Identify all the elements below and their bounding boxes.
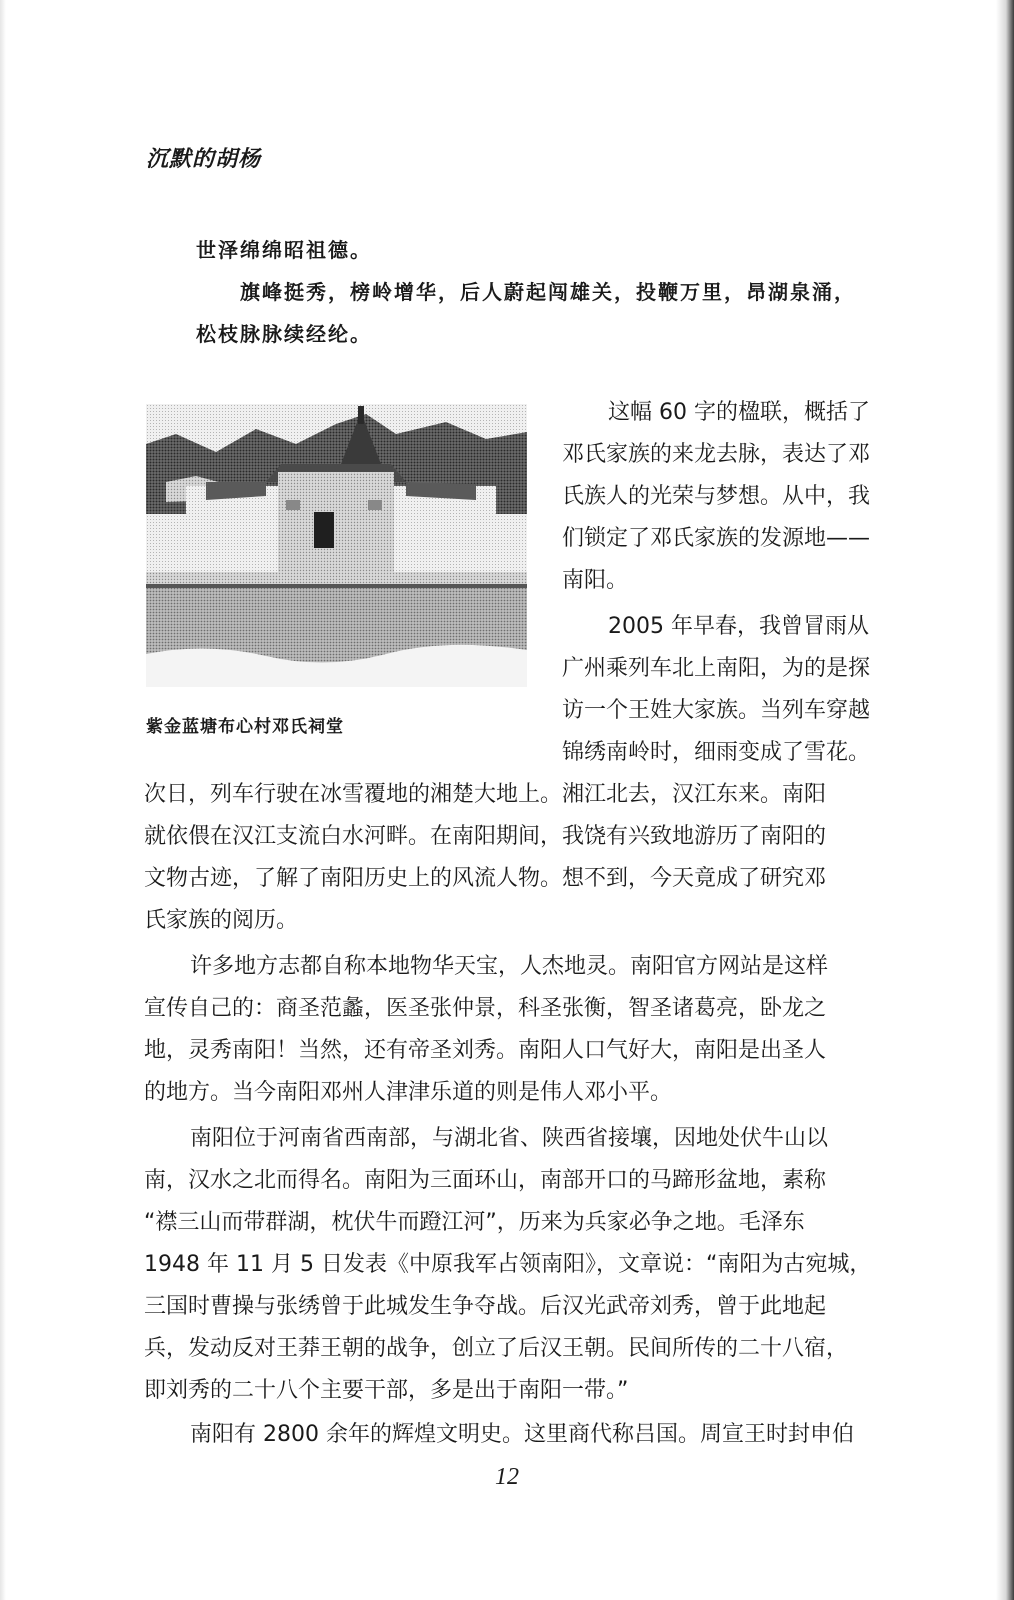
body-line-23: 兵，发动反对王莽王朝的战争，创立了后汉王朝。民间所传的二十八宿， xyxy=(144,1336,849,1361)
body-line-22: 三国时曹操与张绣曾于此城发生争夺战。后汉光武帝刘秀，曾于此地起 xyxy=(144,1294,827,1319)
body-line-25: 南阳有 2800 余年的辉煌文明史。这里商代称吕国。周宣王时封申伯 xyxy=(190,1422,854,1447)
body-line-11: 就依偎在汉江支流白水河畔。在南阳期间，我饶有兴致地游历了南阳的 xyxy=(144,824,827,849)
couplet-line-3: 松枝脉脉续经纶。 xyxy=(196,322,372,346)
body-line-19: 南，汉水之北而得名。南阳为三面环山，南部开口的马蹄形盆地，素称 xyxy=(144,1168,827,1193)
body-line-6: 2005 年早春，我曾冒雨从 xyxy=(608,614,869,639)
page-left-edge-shadow xyxy=(0,0,6,1600)
body-line-21: 1948 年 11 月 5 日发表《中原我军占领南阳》，文章说：“南阳为古宛城， xyxy=(144,1252,872,1277)
page-binding-edge xyxy=(996,0,1014,1600)
couplet-line-1: 世泽绵绵昭祖德。 xyxy=(196,238,372,262)
page-number: 12 xyxy=(495,1464,519,1490)
body-line-17: 的地方。当今南阳邓州人津津乐道的则是伟人邓小平。 xyxy=(144,1080,673,1105)
body-line-12: 文物古迹，了解了南阳历史上的风流人物。想不到，今天竟成了研究邓 xyxy=(144,866,827,891)
body-line-10: 次日，列车行驶在冰雪覆地的湘楚大地上。湘江北去，汉江东来。南阳 xyxy=(144,782,827,807)
body-line-2: 邓氏家族的来龙去脉，表达了邓 xyxy=(562,442,871,467)
body-line-13: 氏家族的阅历。 xyxy=(144,908,299,933)
body-line-15: 宣传自己的：商圣范蠡，医圣张仲景，科圣张衡，智圣诸葛亮，卧龙之 xyxy=(144,996,827,1021)
body-line-9: 锦绣南岭时，细雨变成了雪花。 xyxy=(562,740,871,765)
body-line-8: 访一个王姓大家族。当列车穿越 xyxy=(562,698,871,723)
body-line-3: 氏族人的光荣与梦想。从中，我 xyxy=(562,484,871,509)
body-line-20: “襟三山而带群湖，枕伏牛而蹬江河”，历来为兵家必争之地。毛泽东 xyxy=(144,1210,805,1235)
body-line-4: 们锁定了邓氏家族的发源地—— xyxy=(562,526,871,551)
ancestral-hall-photo xyxy=(146,404,527,687)
running-head: 沉默的胡杨 xyxy=(146,146,262,172)
body-line-7: 广州乘列车北上南阳，为的是探 xyxy=(562,656,871,681)
photo-caption: 紫金蓝塘布心村邓氏祠堂 xyxy=(146,717,344,737)
body-line-14: 许多地方志都自称本地物华天宝，人杰地灵。南阳官方网站是这样 xyxy=(190,954,829,979)
couplet-line-2: 旗峰挺秀，榜岭增华，后人蔚起闯雄关，投鞭万里，昂湖泉涌， xyxy=(240,280,856,304)
body-line-24: 即刘秀的二十八个主要干部，多是出于南阳一带。” xyxy=(144,1378,629,1403)
body-line-1: 这幅 60 字的楹联，概括了 xyxy=(608,400,870,425)
body-line-5: 南阳。 xyxy=(562,568,629,593)
body-line-18: 南阳位于河南省西南部，与湖北省、陕西省接壤，因地处伏牛山以 xyxy=(190,1126,829,1151)
body-line-16: 地，灵秀南阳！当然，还有帝圣刘秀。南阳人口气好大，南阳是出圣人 xyxy=(144,1038,827,1063)
